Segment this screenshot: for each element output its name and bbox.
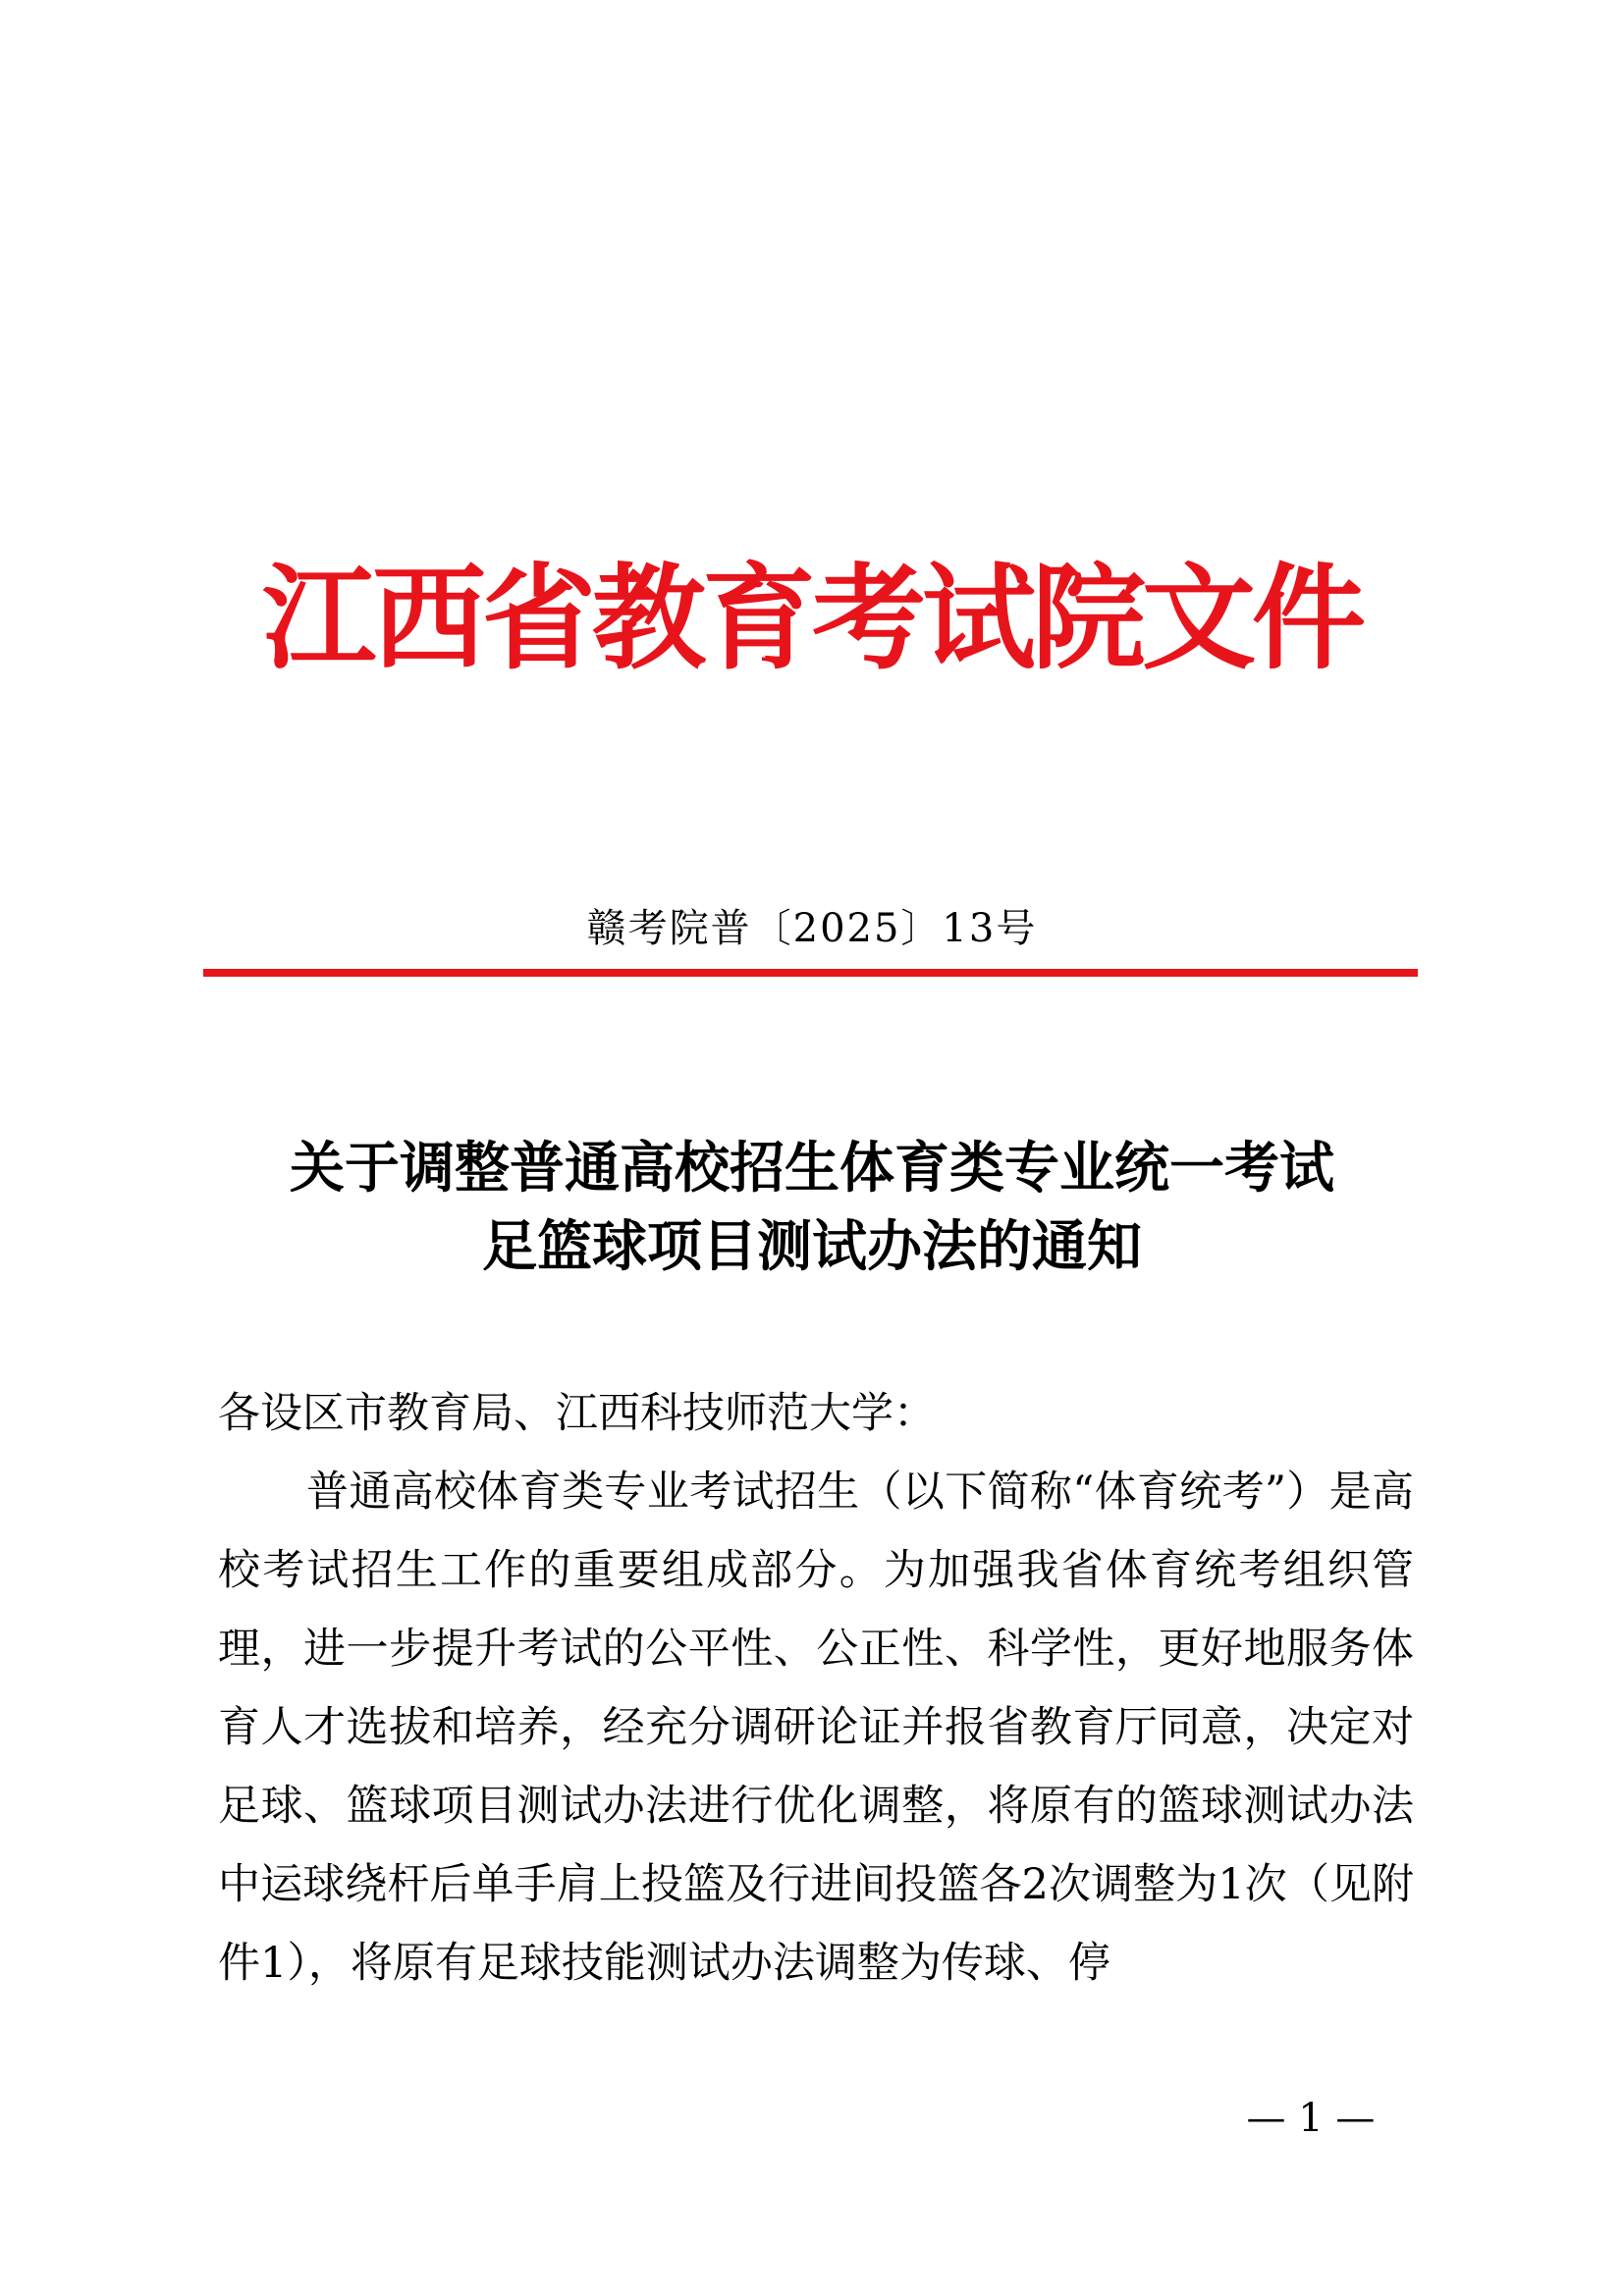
page-number: — 1 — [1246, 2096, 1376, 2141]
salutation: 各设区市教育局、江西科技师范大学： [218, 1389, 936, 1438]
agency-header-title: 江西省教育考试院文件 [262, 552, 1362, 685]
notice-title [0, 1129, 1624, 1286]
document-body [218, 1374, 1414, 2002]
notice-title-line-1: 关于调整普通高校招生体育类专业统一考试 [290, 1136, 1334, 1201]
body-paragraph: 普通高校体育类专业考试招生（以下简称“体育统考”）是高校考试招生工作的重要组成部分。为加强我省体育统考组织管理，进一步提升考试的公平性、公正性、科学性，更好地服务体育人才选拔和培养，经充分调研论证并报省教育厅同意，决定对足球、篮球项目测试办法进行优化调整，将原有的篮球测试办法中运球绕杆后单手肩上投篮及行进间投篮各2次调整为1次（见附件1），将原有足球技能测试办法调整为传球、停 [218, 1468, 1414, 1988]
document-number: 赣考院普〔2025〕13号 [586, 906, 1038, 951]
header-divider [203, 969, 1418, 977]
notice-title-line-2: 足篮球项目测试办法的通知 [482, 1214, 1142, 1279]
